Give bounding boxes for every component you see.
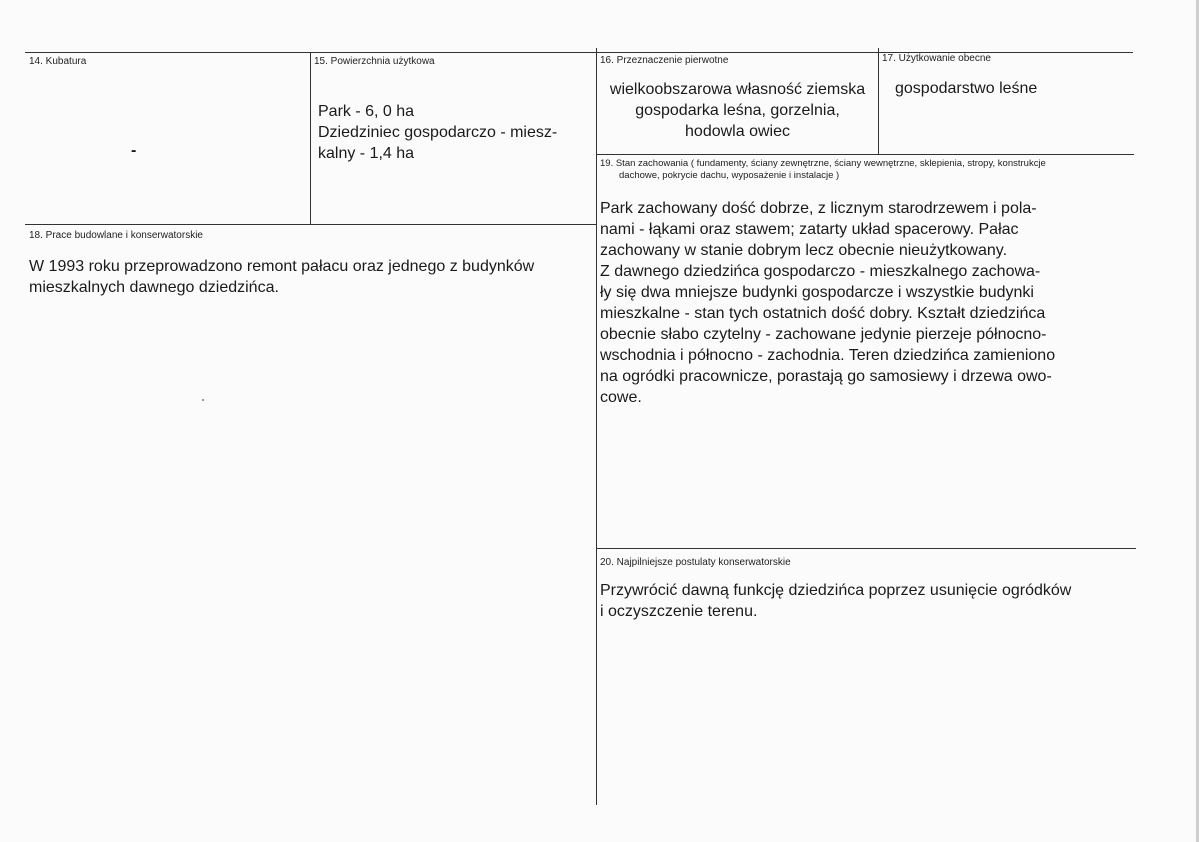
prace-line: mieszkalnych dawnego dziedzińca. (29, 279, 279, 296)
stan-line: obecnie słabo czytelny - zachowane jedynie pierzeje północno- (600, 326, 1047, 343)
przeznaczenie-line: wielkoobszarowa własność ziemska (609, 81, 866, 98)
przeznaczenie-value (597, 79, 878, 142)
stan-line: na ogródki pracownicze, porastają go samosiewy i drzewa owo- (600, 368, 1052, 385)
stan-label-line: dachowe, pokrycie dachu, wyposażenie i instalacje ) (619, 170, 840, 181)
prace-line: W 1993 roku przeprowadzono remont pałacu oraz jednego z budynków (29, 258, 535, 275)
divider-17-left (878, 48, 879, 154)
divider-15-left (310, 52, 311, 224)
divider-16-left (596, 48, 597, 805)
stan-line: mieszkalne - stan tych ostatnich dość dobry. Kształt dziedzińca (600, 305, 1046, 322)
prace-value (29, 256, 594, 298)
scan-speck (202, 399, 204, 401)
przeznaczenie-line: hodowla owiec (685, 123, 790, 140)
rule-above-20 (596, 548, 1136, 549)
powierzchnia-line: Dziedziniec gospodarczo - miesz- (318, 124, 558, 141)
prace-label: 18. Prace budowlane i konserwatorskie (29, 230, 203, 241)
stan-line: Z dawnego dziedzińca gospodarczo - mieszkalnego zachowa- (600, 263, 1041, 280)
uzytkowanie-value: gospodarstwo leśne (895, 80, 1038, 97)
powierzchnia-value (318, 101, 593, 164)
stan-line: zachowany w stanie dobrym lecz obecnie nieużytkowany. (600, 242, 1008, 259)
przeznaczenie-line: gospodarka leśna, gorzelnia, (635, 102, 840, 119)
postulaty-line: Przywrócić dawną funkcję dziedzińca poprzez usunięcie ogródków (600, 582, 1072, 599)
przeznaczenie-label: 16. Przeznaczenie pierwotne (600, 55, 729, 66)
postulaty-line: i oczyszczenie terenu. (600, 603, 758, 620)
stan-value (600, 198, 1120, 408)
powierzchnia-line: Park - 6, 0 ha (318, 103, 415, 120)
stan-line: Park zachowany dość dobrze, z licznym starodrzewem i pola- (600, 200, 1037, 217)
powierzchnia-line: kalny - 1,4 ha (318, 145, 415, 162)
powierzchnia-label: 15. Powierzchnia użytkowa (314, 56, 435, 67)
stan-line: cowe. (600, 389, 642, 406)
stan-line: wschodnia i północno - zachodnia. Teren dziedzińca zamieniono (600, 347, 1056, 364)
postulaty-value (600, 580, 1130, 622)
uzytkowanie-label: 17. Użytkowanie obecne (882, 53, 991, 64)
rule-above-18 (25, 224, 596, 225)
postulaty-label: 20. Najpilniejsze postulaty konserwatorskie (600, 557, 791, 568)
stan-line: ły się dwa mniejsze budynki gospodarcze i wszystkie budynki (600, 284, 1034, 301)
stan-label (600, 158, 1046, 182)
kubatura-value: - (131, 142, 137, 159)
rule-above-19 (596, 154, 1134, 155)
stan-label-line: 19. Stan zachowania ( fundamenty, ściany zewnętrzne, ściany wewnętrzne, sklepienia, stropy, konstrukcje (600, 158, 1046, 169)
stan-line: nami - łąkami oraz stawem; zatarty układ spacerowy. Pałac (600, 221, 1019, 238)
kubatura-label: 14. Kubatura (29, 56, 87, 67)
